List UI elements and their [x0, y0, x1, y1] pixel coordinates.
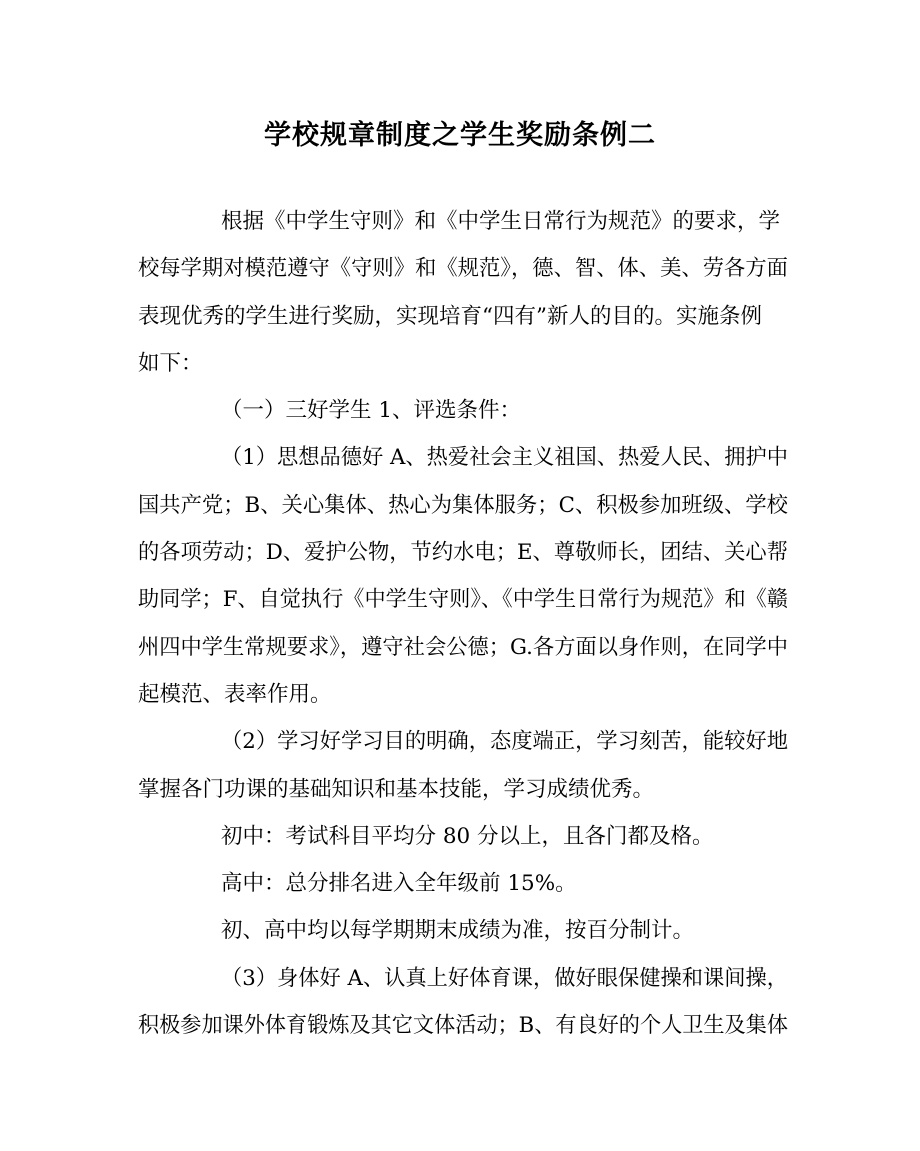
text-line: 起模范、表率作用。 — [138, 681, 332, 707]
text-line: 如下： — [138, 350, 203, 376]
text-line: 初、高中均以每学期期末成绩为准，按百分制计。 — [221, 918, 695, 944]
text-line: （一）三好学生 1、评选条件： — [221, 398, 522, 424]
document-title: 学校规章制度之学生奖励条例二 — [264, 120, 656, 151]
text-line: 根据《中学生守则》和《中学生日常行为规范》的要求，学 — [221, 209, 781, 234]
text-line: （2）学习好学习目的明确，态度端正，学习刻苦，能较好地 — [221, 729, 788, 755]
text-line: 高中：总分排名进入全年级前 15%。 — [221, 871, 577, 897]
document-body — [138, 198, 788, 1049]
text-line: 表现优秀的学生进行奖励，实现培育“四有”新人的目的。实施条例 — [138, 303, 762, 329]
text-line: 的各项劳动；D、爱护公物，节约水电；E、尊敬师长，团结、关心帮 — [138, 540, 788, 566]
text-line: 掌握各门功课的基础知识和基本技能，学习成绩优秀。 — [138, 776, 655, 802]
text-line: 助同学；F、自觉执行《中学生守则》、《中学生日常行为规范》和《赣 — [138, 587, 788, 613]
text-line: （3）身体好 A、认真上好体育课，做好眼保健操和课间操， — [221, 965, 788, 991]
text-line: 校每学期对模范遵守《守则》和《规范》，德、智、体、美、劳各方面 — [138, 256, 788, 282]
text-line: 国共产党；B、关心集体、热心为集体服务；C、积极参加班级、学校 — [138, 492, 788, 518]
text-line: 初中：考试科目平均分 80 分以上，且各门都及格。 — [221, 823, 714, 849]
text-line: （1）思想品德好 A、热爱社会主义祖国、热爱人民、拥护中 — [221, 445, 788, 471]
text-line: 积极参加课外体育锻炼及其它文体活动；B、有良好的个人卫生及集体 — [138, 1013, 788, 1039]
text-line: 州四中学生常规要求》，遵守社会公德；G.各方面以身作则，在同学中 — [138, 634, 788, 660]
